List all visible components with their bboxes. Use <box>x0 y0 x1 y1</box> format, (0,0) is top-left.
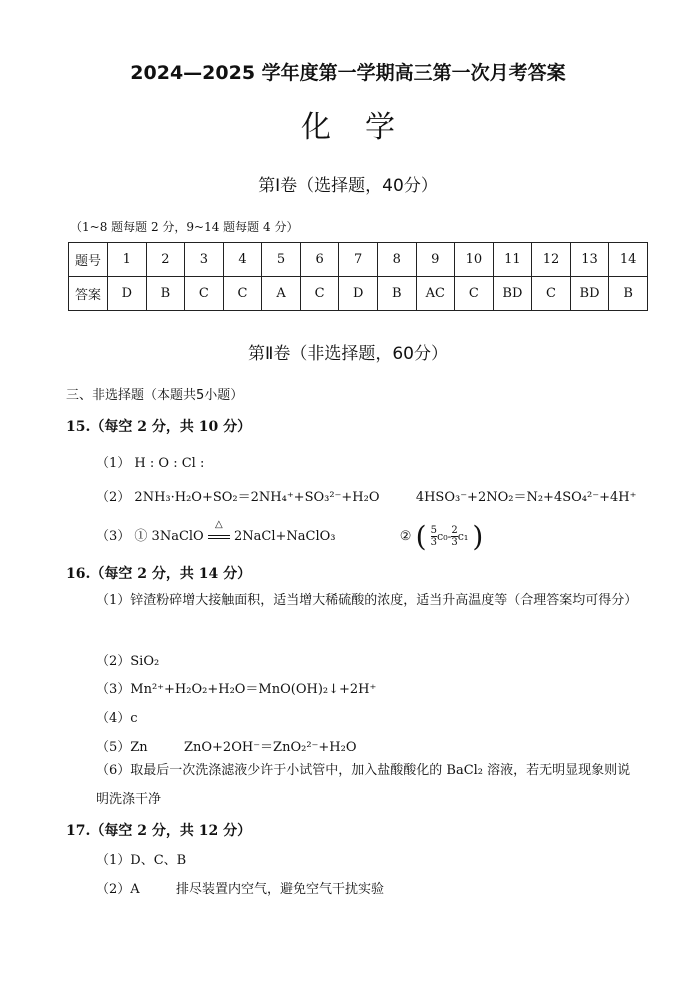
table-cell: 2 <box>146 243 185 277</box>
q15-label-1: （1） <box>96 456 131 471</box>
section1-title: 第Ⅰ卷（选择题，40分） <box>258 176 438 196</box>
q17-answer-1: （1）D、C、B <box>96 853 187 868</box>
table-row-numbers <box>69 243 648 277</box>
table-cell: BD <box>570 277 609 311</box>
section2-title: 第Ⅱ卷（非选择题，60分） <box>248 344 448 364</box>
table-cell: D <box>339 277 378 311</box>
table-cell: 1 <box>108 243 147 277</box>
q16-answer-2: （2）SiO₂ <box>96 654 160 669</box>
exam-title: 2024—2025 学年度第一学期高三第一次月考答案 <box>130 62 566 84</box>
fraction-denominator: 3 <box>430 537 438 548</box>
table-row-answers <box>69 277 648 311</box>
fraction-denominator: 3 <box>451 537 458 548</box>
fraction-numerator: 2 <box>451 525 458 536</box>
row-label-answer: 答案 <box>69 277 108 311</box>
table-cell: 7 <box>339 243 378 277</box>
electron-dot-formula: H : O : Cl : <box>134 456 205 471</box>
table-cell: 13 <box>570 243 609 277</box>
equation-naclo-left: ① 3NaClO <box>134 529 204 544</box>
table-cell: B <box>609 277 648 311</box>
q16-answer-1: （1）锌渣粉碎增大接触面积，适当增大稀硫酸的浓度，适当升高温度等（合理答案均可得分） <box>96 593 638 608</box>
subject-heading: 化学 <box>301 110 429 145</box>
q16-answer-6: （6）取最后一次洗涤滤液少许于小试管中，加入盐酸酸化的 BaCl₂ 溶液，若无明显现象则说明洗涤干净 <box>96 763 631 807</box>
equation-naclo-right: 2NaCl+NaClO₃ <box>234 529 336 544</box>
q16-answer-3: （3）Mn²⁺+H₂O₂+H₂O＝MnO(OH)₂↓+2H⁺ <box>96 682 377 697</box>
table-cell: C <box>223 277 262 311</box>
q15-heading: 15.（每空 2 分，共 10 分） <box>66 419 252 435</box>
table-cell: C <box>300 277 339 311</box>
q16-answer-5 <box>96 736 357 755</box>
equation-hso3-no2: 4HSO₃⁻+2NO₂＝N₂+4SO₄²⁻+4H⁺ <box>415 490 637 505</box>
table-cell: 14 <box>609 243 648 277</box>
q15-label-2: （2） <box>96 490 131 505</box>
equation-nh3-so2: 2NH₃·H₂O+SO₂＝2NH₄⁺+SO₃²⁻+H₂O <box>134 490 380 505</box>
table-cell: AC <box>416 277 455 311</box>
table-cell: 5 <box>262 243 301 277</box>
table-cell: C <box>185 277 224 311</box>
table-cell: C <box>532 277 571 311</box>
table-cell: 6 <box>300 243 339 277</box>
q17-answer-2 <box>96 878 384 897</box>
table-cell: B <box>377 277 416 311</box>
c0-symbol: c₀ <box>437 530 448 543</box>
answer-table <box>68 242 648 311</box>
q17-answer-2-a: （2）A <box>96 882 140 897</box>
row-label-number: 题号 <box>69 243 108 277</box>
heat-condition: △ <box>215 519 223 530</box>
table-cell: 11 <box>493 243 532 277</box>
q16-answer-4: （4）c <box>96 711 138 726</box>
table-cell: C <box>455 277 494 311</box>
table-cell: B <box>146 277 185 311</box>
q15-sub-2-marker: ② <box>399 529 412 544</box>
minus-sign: - <box>447 530 452 543</box>
q16-answer-5-b: ZnO+2OH⁻＝ZnO₂²⁻+H₂O <box>183 740 357 755</box>
q15-label-3: （3） <box>96 529 131 544</box>
table-cell: 12 <box>532 243 571 277</box>
table-cell: BD <box>493 277 532 311</box>
table-cell: 4 <box>223 243 262 277</box>
table-cell: A <box>262 277 301 311</box>
part-heading: 三、非选择题（本题共5小题） <box>66 388 244 403</box>
q17-heading: 17.（每空 2 分，共 12 分） <box>66 823 252 839</box>
q16-heading: 16.（每空 2 分，共 14 分） <box>66 566 252 582</box>
q17-answer-2-b: 排尽装置内空气，避免空气干扰实验 <box>175 882 384 897</box>
table-cell: 8 <box>377 243 416 277</box>
c1-symbol: c₁ <box>457 530 469 543</box>
table-cell: D <box>108 277 147 311</box>
q15-answer-2 <box>96 486 636 505</box>
q16-answer-5-a: （5）Zn <box>96 740 148 755</box>
scoring-note: （1~8 题每题 2 分，9~14 题每题 4 分） <box>70 220 299 234</box>
table-cell: 9 <box>416 243 455 277</box>
q15-answer-3: （3） ① 3NaClO △ 2NaCl+NaClO₃ ② ( $\frac{5}{3}$ c₀- $\frac{2}{3}$ c₁ ) <box>96 519 484 553</box>
q15-answer-1 <box>96 452 204 471</box>
table-cell: 3 <box>185 243 224 277</box>
table-cell: 10 <box>455 243 494 277</box>
fraction-numerator: 5 <box>430 525 438 536</box>
